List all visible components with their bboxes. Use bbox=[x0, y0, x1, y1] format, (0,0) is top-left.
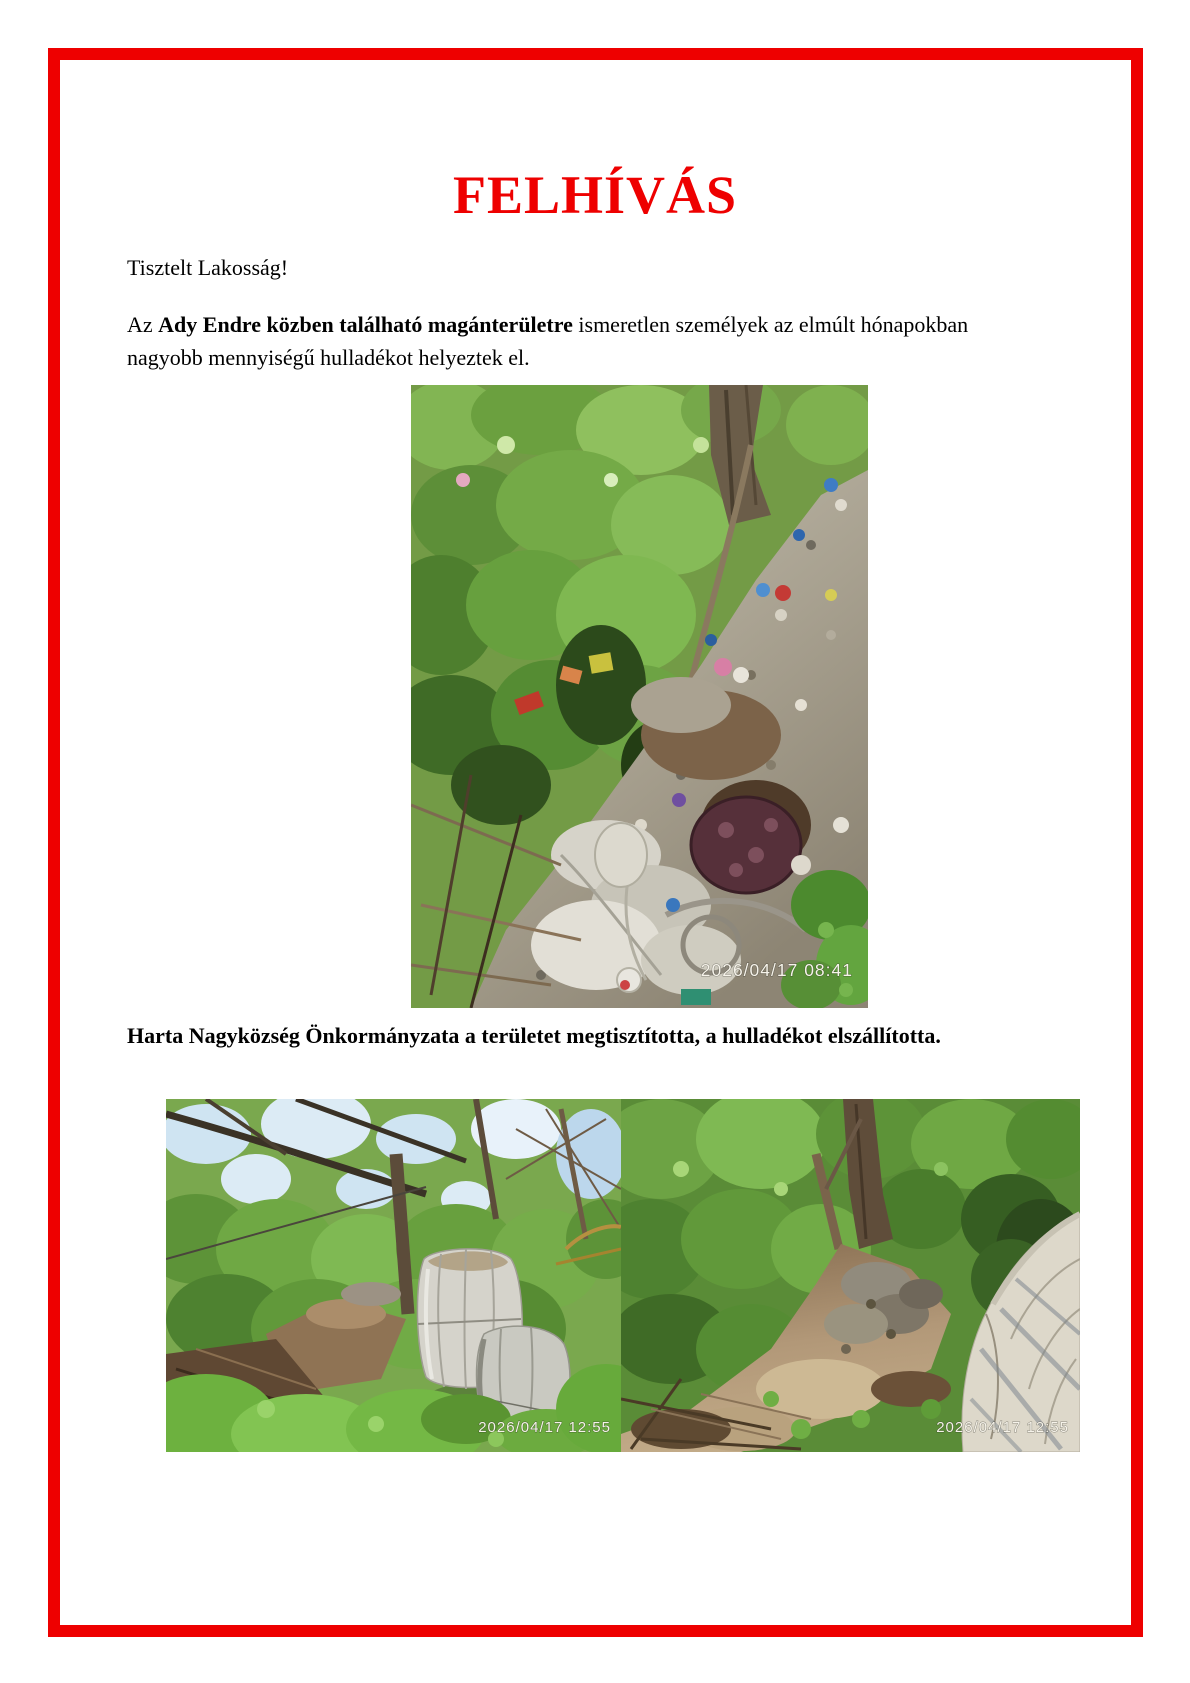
photo-timestamp: 2026/04/17 12:55 bbox=[478, 1419, 611, 1436]
cleanup-statement: Harta Nagyközség Önkormányzata a területet megtisztította, a hulladékot elszállította. bbox=[127, 1023, 941, 1048]
photo-timestamp: 2026/04/17 12:55 bbox=[936, 1419, 1069, 1436]
intro-paragraph-prefix: Az bbox=[127, 312, 159, 337]
intro-paragraph-suffix: ismeretlen személyek az elmúlt hónapokban nagyobb mennyiségű hulladékot helyeztek el. bbox=[127, 312, 969, 370]
photo-cleaned-area-bags bbox=[166, 1099, 621, 1452]
photo-illegal-dump-image bbox=[411, 385, 868, 1008]
salutation-text: Tisztelt Lakosság! bbox=[127, 255, 289, 280]
photo-cleaned-slope-image bbox=[621, 1099, 1080, 1452]
photo-illegal-dump bbox=[411, 385, 868, 1008]
intro-paragraph bbox=[127, 308, 1022, 374]
photo-timestamp: 2026/04/17 08:41 bbox=[700, 960, 853, 980]
photo-cleaned-slope bbox=[621, 1099, 1080, 1452]
intro-paragraph-bold-location: Ady Endre közben található magánterületre bbox=[158, 312, 573, 337]
photo-cleaned-area-bags-image bbox=[166, 1099, 621, 1452]
page-title: FELHÍVÁS bbox=[452, 165, 738, 226]
